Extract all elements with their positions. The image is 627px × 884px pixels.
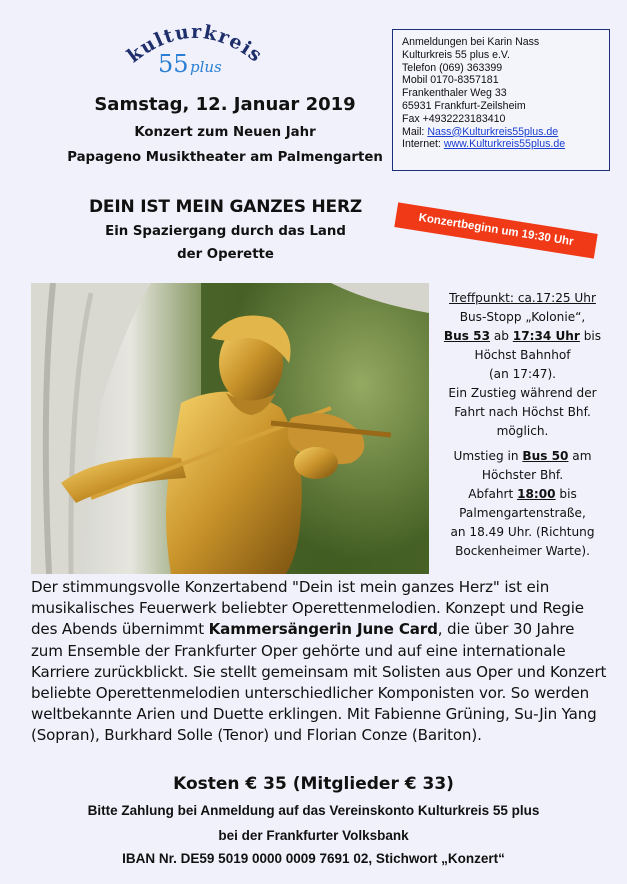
zustieg-text: Ein Zustieg während der Fahrt nach Höchst Bhf. möglich. [448,386,597,438]
cost: Kosten € 35 (Mitglieder € 33) [173,774,454,794]
contact-line: 65931 Frankfurt-Zeilsheim [402,99,526,112]
contact-line: Fax +4932223183410 [402,112,506,125]
event-venue: Papageno Musiktheater am Palmengarten [67,150,383,165]
contact-box [392,29,610,171]
event-tagline-2: der Operette [177,247,274,262]
contact-line: Telefon (069) 363399 [402,61,503,74]
treffpunkt-text: Treffpunkt: ca.17:25 Uhr [449,291,596,305]
description-bold: Kammersängerin June Card [208,620,438,639]
contact-line: Kulturkreis 55 plus e.V. [402,48,510,61]
logo-number: 55 [158,50,189,78]
statue-photo [31,283,429,574]
contact-line: Mobil 0170-8357181 [402,74,499,87]
logo-word: kulturkreis [123,20,268,68]
arrival-a: (an 17:47). [488,367,557,381]
contact-mail-row [402,126,601,139]
internet-link[interactable]: www.Kulturkreis55plus.de [443,138,566,151]
logo-suffix: plus [190,58,222,76]
event-date: Samstag, 12. Januar 2019 [94,94,356,115]
mail-label: Mail: [402,125,428,138]
destination-b: Palmengartenstraße, [459,506,586,520]
abfahrt-pre: Abfahrt [468,487,518,501]
event-title: DEIN IST MEIN GANZES HERZ [89,197,362,217]
umstieg-pre: Umstieg in [453,449,523,463]
event-subtitle: Konzert zum Neuen Jahr [134,125,316,140]
bis-text: bis [579,329,602,343]
umstieg-post: am Höchster Bhf. [481,449,592,482]
payment-line-2: bei der Frankfurter Volksbank [218,828,409,843]
payment-line-3: IBAN Nr. DE59 5019 0000 0009 7691 02, Stichwort „Konzert“ [122,851,505,866]
kulturkreis-logo [120,16,270,78]
abfahrt-post: bis [555,487,577,501]
meeting-info [434,289,611,561]
contact-line: Anmeldungen bei Karin Nass [402,36,540,48]
bus-50: Bus 50 [522,449,569,463]
contact-line: Frankenthaler Weg 33 [402,87,507,100]
payment-line-1: Bitte Zahlung bei Anmeldung auf das Vereinskonto Kulturkreis 55 plus [87,803,540,818]
internet-label: Internet: [402,138,444,151]
description-part-1: Der stimmungsvolle Konzertabend "Dein ist mein ganzes Herz" ist ein musikalisches Feuerwerk beliebter Operettenmelodien. Konzept und Regie des Abends übernimmt [31,578,584,639]
event-tagline-1: Ein Spaziergang durch das Land [105,224,346,239]
event-description [31,577,609,747]
mail-link[interactable]: Nass@Kulturkreis55plus.de [427,125,559,138]
contact-internet-row [402,138,601,151]
bus-53: Bus 53 [443,329,490,343]
departure-time-a: 17:34 Uhr [512,329,580,343]
concert-start-banner: Konzertbeginn um 19:30 Uhr [394,202,597,258]
bus-stop: Bus-Stopp „Kolonie“, [459,310,586,324]
departure-time-b: 18:00 [517,487,556,501]
destination-a: Höchst Bahnhof [474,348,571,362]
ab-text: ab [490,329,513,343]
arrival-b: an 18.49 Uhr. (Richtung Bockenheimer Warte). [450,525,595,558]
description-part-2: , die über 30 Jahre zum Ensemble der Frankfurter Oper gehörte und auf eine internationale Karriere zurückblickt. Sie stellt gemeinsam mit Solisten aus Oper und Konzert beliebte Operettenmelodien unterschiedlicher Komponisten vor. So werden weltbekannte Arien und Duette erklingen. Mit Fabienne Grüning, Su-Jin Yang (Sopran), Burkhard Solle (Tenor) und Florian Conze (Bariton). [31,620,607,745]
